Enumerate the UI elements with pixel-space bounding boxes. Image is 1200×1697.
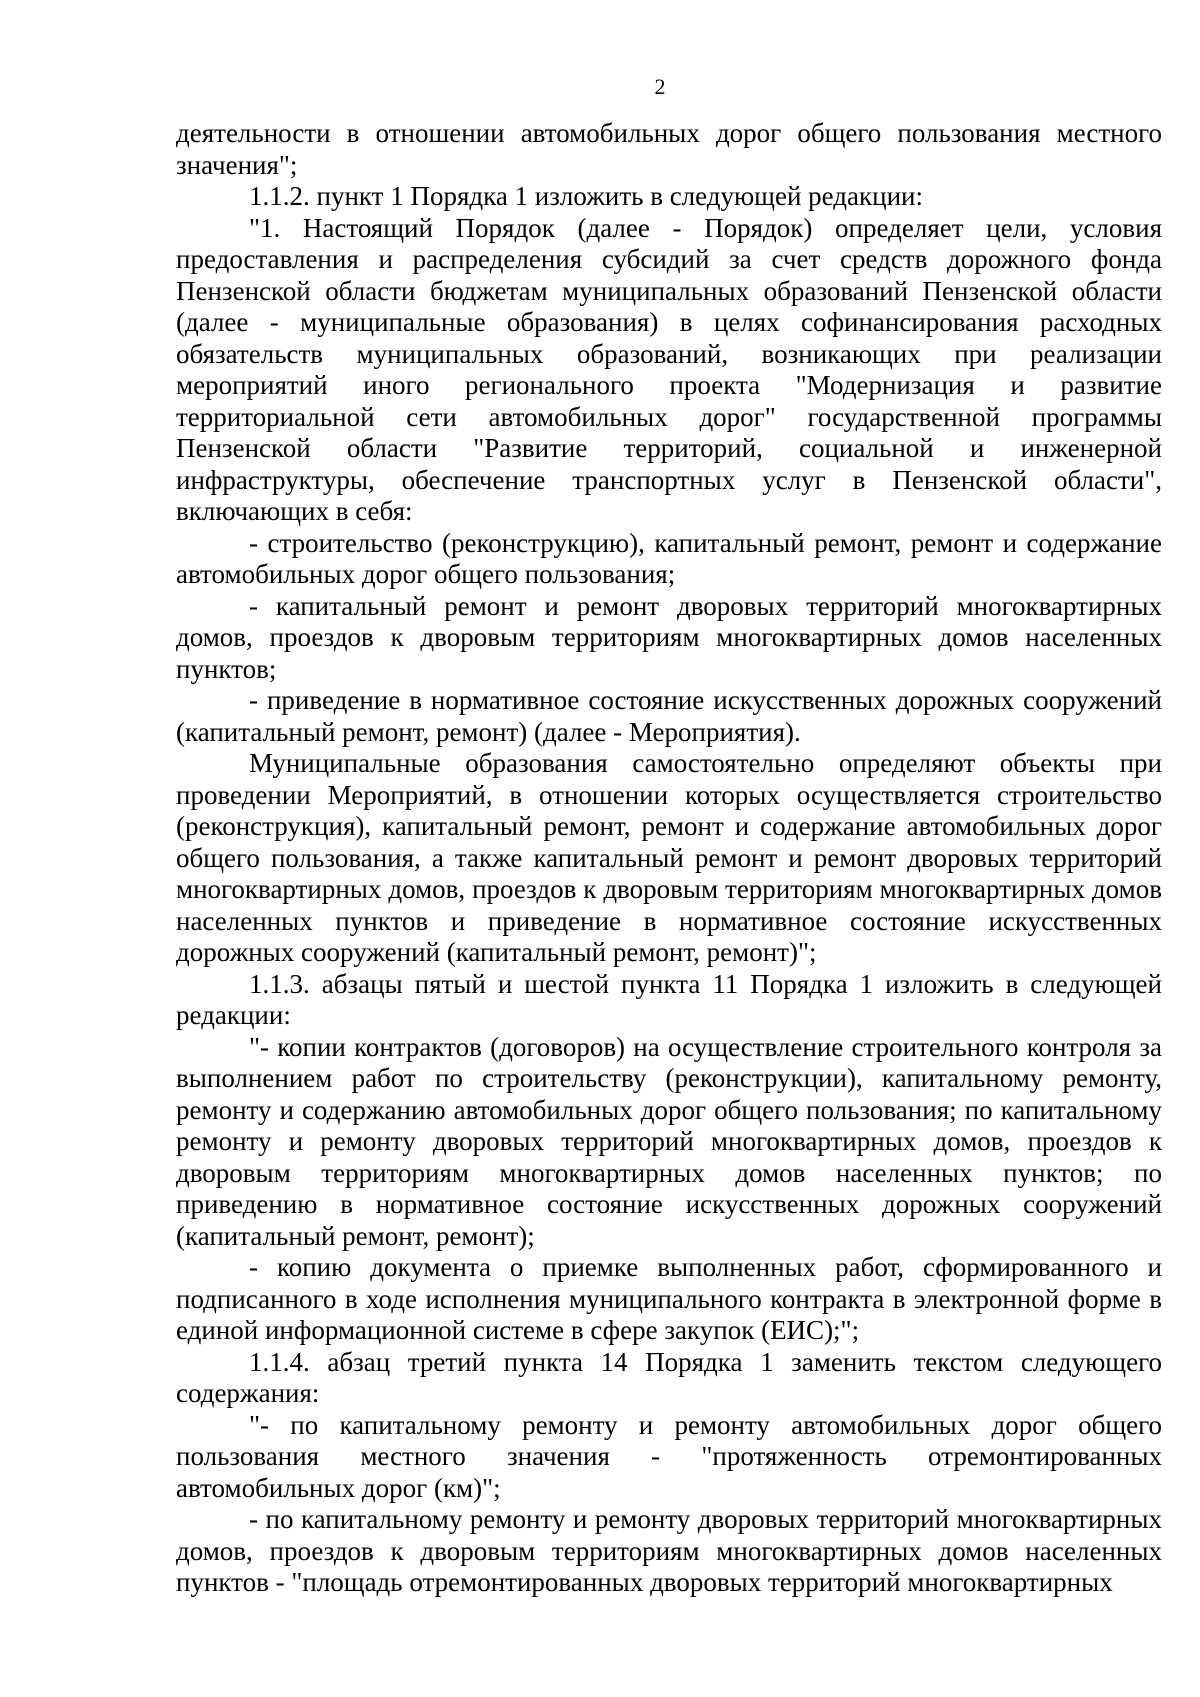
paragraph-municipal-objects: Муниципальные образования самостоятельно определяют объекты при проведении Мероприятий, в отношении которых осуществляется строительство (реконструкция), капитальный ремонт, ремонт и содержание автомобильных дорог общего пользования, а также капитальный ремонт и ремонт дворовых территорий многоквартирных домов, проездов к дворовым территориям многоквартирных домов населенных пунктов и приведение в нормативное состояние искусственных дорожных сооружений (капитальный ремонт, ремонт)"; <box>176 748 1162 967</box>
paragraph-item-1-1-3: 1.1.3. абзацы пятый и шестой пункта 11 Порядка 1 изложить в следующей редакции: <box>176 968 1162 1030</box>
document-body <box>176 118 1162 1599</box>
paragraph-order-purpose: "1. Настоящий Порядок (далее - Порядок) определяет цели, условия предоставления и распределения субсидий за счет средств дорожного фонда Пензенской области бюджетам муниципальных образований Пензенской области (далее - муниципальные образования) в целях софинансирования расходных обязательств муниципальных образований, возникающих при реализации мероприятий иного регионального проекта "Модернизация и развитие территориальной сети автомобильных дорог" государственной программы Пензенской области "Развитие территорий, социальной и инженерной инфраструктуры, обеспечение транспортных услуг в Пензенской области", включающих в себя: <box>176 212 1162 526</box>
paragraph-bullet-yard-repair: - капитальный ремонт и ремонт дворовых территорий многоквартирных домов, проездов к дворовым территориям многоквартирных домов населенных пунктов; <box>176 590 1162 684</box>
paragraph-road-length-indicator: "- по капитальному ремонту и ремонту автомобильных дорог общего пользования местного значения - "протяженность отремонтированных автомобильных дорог (км)"; <box>176 1409 1162 1503</box>
paragraph-yard-area-indicator: - по капитальному ремонту и ремонту дворовых территорий многоквартирных домов, проездов к дворовым территориям многоквартирных домов населенных пунктов - "площадь отремонтированных дворовых территорий многоквартирных <box>176 1504 1162 1597</box>
paragraph-item-1-1-4: 1.1.4. абзац третий пункта 14 Порядка 1 заменить текстом следующего содержания: <box>176 1346 1162 1408</box>
paragraph-continuation: деятельности в отношении автомобильных дорог общего пользования местного значения"; <box>176 118 1162 180</box>
page-number: 2 <box>654 74 666 99</box>
paragraph-contract-copies: "- копии контрактов (договоров) на осуществление строительного контроля за выполнением работ по строительству (реконструкции), капитальному ремонту, ремонту и содержанию автомобильных дорог общего пользования; по капитальному ремонту и ремонту дворовых территорий многоквартирных домов, проездов к дворовым территориям многоквартирных домов населенных пунктов; по приведению в нормативное состояние искусственных дорожных сооружений (капитальный ремонт, ремонт); <box>176 1031 1162 1251</box>
paragraph-bullet-construction: - строительство (реконструкцию), капитальный ремонт, ремонт и содержание автомобильных дорог общего пользования; <box>176 527 1162 589</box>
paragraph-item-1-1-2: 1.1.2. пункт 1 Порядка 1 изложить в следующей редакции: <box>249 181 923 211</box>
paragraph-acceptance-document: - копию документа о приемке выполненных работ, сформированного и подписанного в ходе исполнения муниципального контракта в электронной форме в единой информационной системе в сфере закупок (ЕИС);"; <box>176 1252 1162 1345</box>
paragraph-bullet-structures: - приведение в нормативное состояние искусственных дорожных сооружений (капитальный ремонт, ремонт) (далее - Мероприятия). <box>176 685 1162 747</box>
